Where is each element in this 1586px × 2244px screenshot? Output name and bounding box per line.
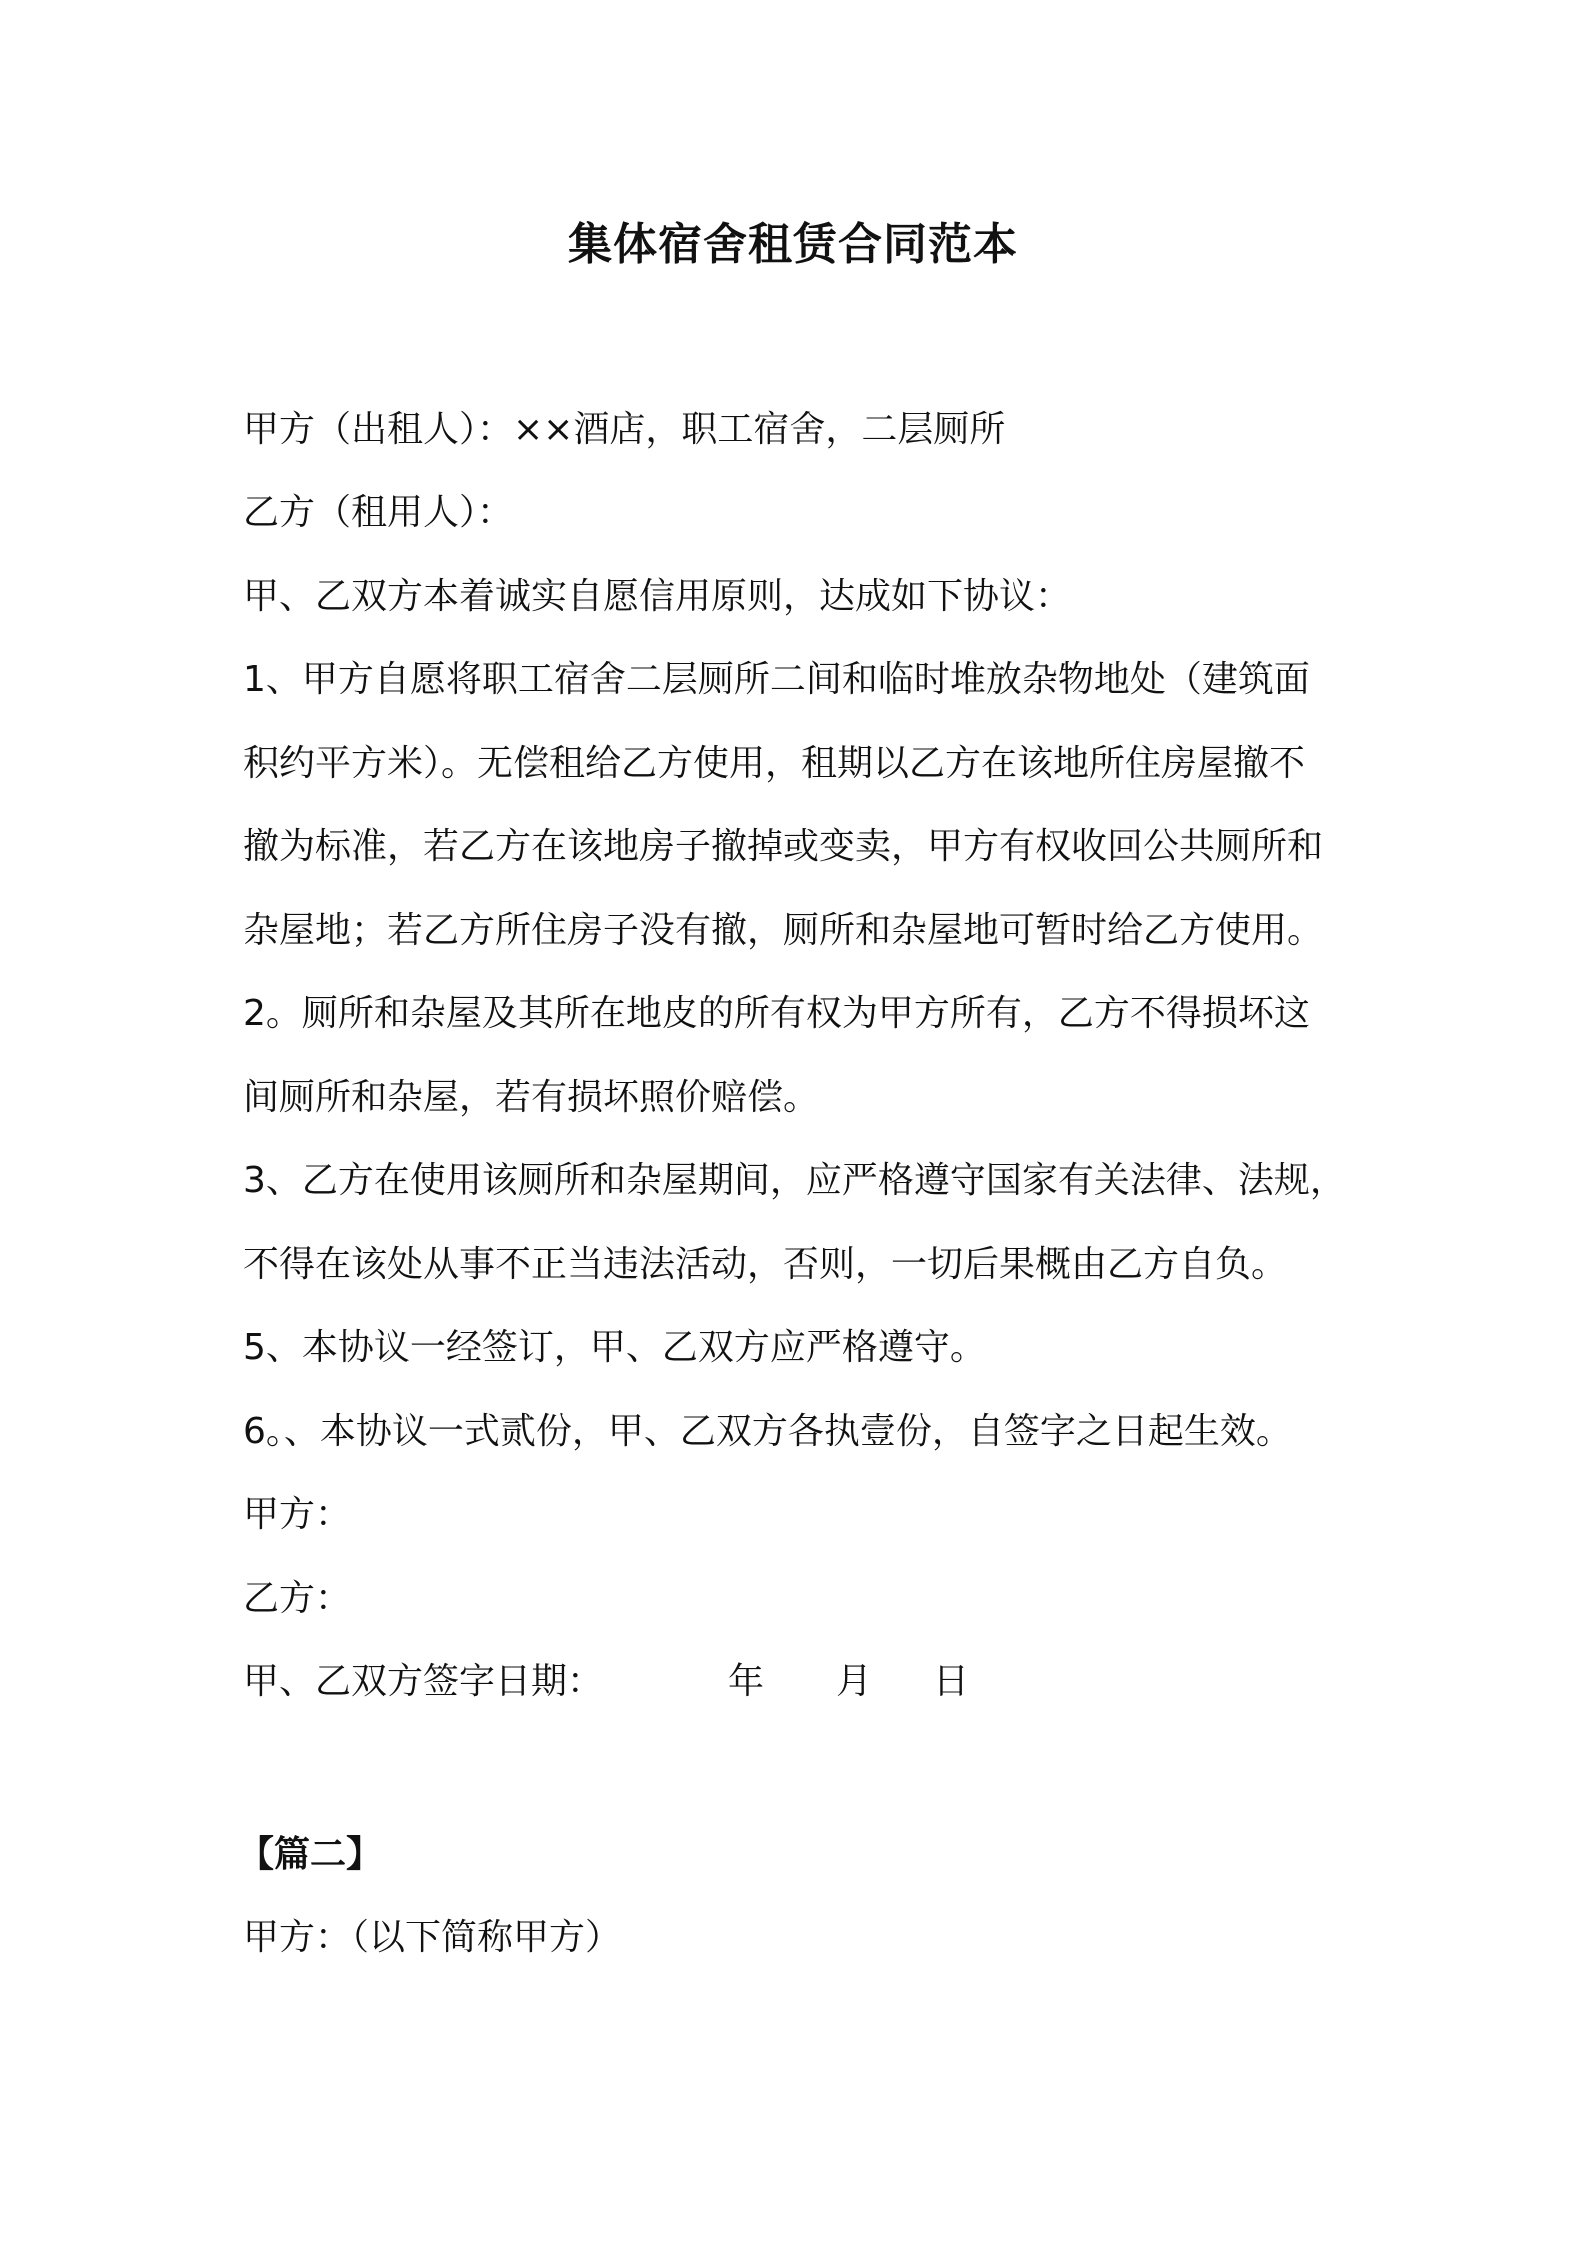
signature-date-month: 月	[836, 1661, 873, 1702]
clause-1-line-4: 杂屋地；若乙方所住房子没有撤，厕所和杂屋地可暂时给乙方使用。	[243, 910, 1324, 951]
section-two-heading: 【篇二】	[238, 1834, 383, 1875]
signature-date-label: 甲、乙双方签字日期：	[243, 1661, 604, 1702]
signature-date-day: 日	[933, 1661, 970, 1702]
clause-6-line: 6。、本协议一式贰份，甲、乙双方各执壹份，自签字之日起生效。	[243, 1411, 1292, 1452]
clause-3-line-2: 不得在该处从事不正当违法活动，否则，一切后果概由乙方自负。	[243, 1244, 1288, 1285]
clause-1-line-1: 1、甲方自愿将职工宿舍二层厕所二间和临时堆放杂物地处（建筑面	[243, 659, 1310, 700]
party-b-line: 乙方（租用人）：	[243, 492, 514, 533]
clause-2-line-1: 2。厕所和杂屋及其所在地皮的所有权为甲方所有，乙方不得损坏这	[243, 993, 1310, 1034]
agreement-intro-line: 甲、乙双方本着诚实自愿信用原则，达成如下协议：	[243, 576, 1072, 617]
party-a-line: 甲方（出租人）：××酒店，职工宿舍，二层厕所	[243, 409, 1006, 450]
section-two-party-a: 甲方：（以下简称甲方）	[243, 1917, 622, 1958]
clause-3-line-1: 3、乙方在使用该厕所和杂屋期间，应严格遵守国家有关法律、法规，	[243, 1160, 1346, 1201]
clause-2-line-2: 间厕所和杂屋，若有损坏照价赔偿。	[243, 1077, 820, 1118]
signature-date-year: 年	[728, 1661, 765, 1702]
clause-5-line: 5、本协议一经签订，甲、乙双方应严格遵守。	[243, 1327, 986, 1368]
clause-1-line-3: 撤为标准，若乙方在该地房子撤掉或变卖，甲方有权收回公共厕所和	[243, 826, 1324, 867]
signature-party-a: 甲方：	[243, 1494, 352, 1535]
signature-party-b: 乙方：	[243, 1578, 352, 1619]
document-title: 集体宿舍租赁合同范本	[568, 219, 1018, 270]
clause-1-line-2: 积约平方米）。无偿租给乙方使用，租期以乙方在该地所住房屋撤不	[243, 743, 1306, 784]
signature-date-line	[243, 1657, 1343, 1707]
